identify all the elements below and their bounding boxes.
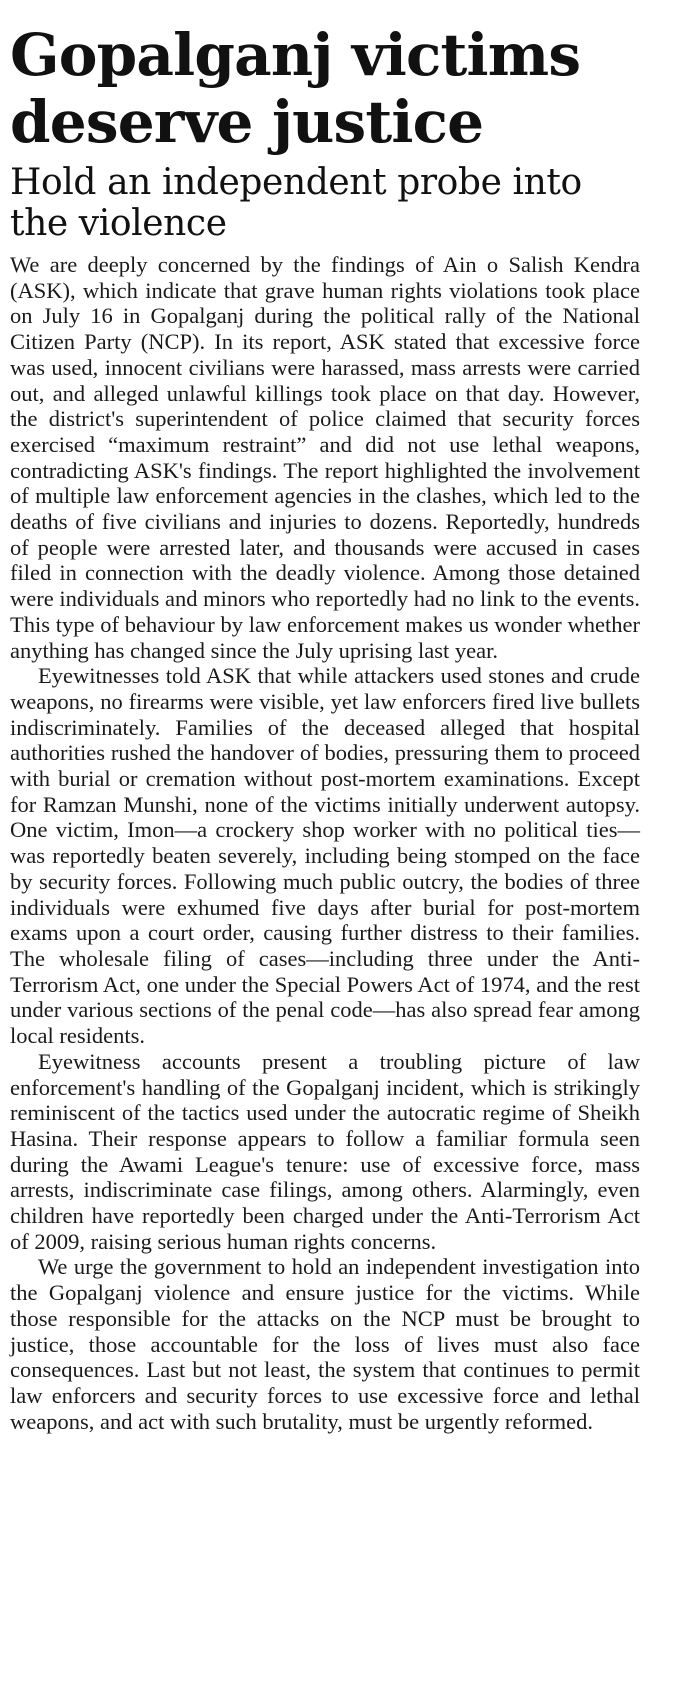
article-body [10,252,640,1434]
body-paragraph: Eyewitnesses told ASK that while attackers used stones and crude weapons, no firearms were visible, yet law enforcers fired live bullets indiscriminately. Families of the deceased alleged that hospital authorities rushed the handover of bodies, pressuring them to proceed with burial or cremation without post-mortem examinations. Except for Ramzan Munshi, none of the victims initially underwent autopsy. One victim, Imon—a crockery shop worker with no political ties—was reportedly beaten severely, including being stomped on the face by security forces. Following much public outcry, the bodies of three individuals were exhumed five days after burial for post-mortem exams upon a court order, causing further distress to their families. The wholesale filing of cases—including three under the Anti-Terrorism Act, one under the Special Powers Act of 1974, and the rest under various sections of the penal code—has also spread fear among local residents. [10,663,640,1049]
article-headline: Gopalganj victims deserve justice [10,21,581,156]
body-paragraph: We are deeply concerned by the findings of Ain o Salish Kendra (ASK), which indicate that grave human rights violations took place on July 16 in Gopalganj during the political rally of the National Citizen Party (NCP). In its report, ASK stated that excessive force was used, innocent civilians were harassed, mass arrests were carried out, and alleged unlawful killings took place on that day. However, the district's superintendent of police claimed that security forces exercised “maximum restraint” and did not use lethal weapons, contradicting ASK's findings. The report highlighted the involvement of multiple law enforcement agencies in the clashes, which led to the deaths of five civilians and injuries to dozens. Reportedly, hundreds of people were arrested later, and thousands were accused in cases filed in connection with the deadly violence. Among those detained were individuals and minors who reportedly had no link to the events. This type of behaviour by law enforcement makes us wonder whether anything has changed since the July uprising last year. [10,252,640,663]
article-subheadline: Hold an independent probe into the violence [10,162,582,244]
body-paragraph: Eyewitness accounts present a troubling picture of law enforcement's handling of the Gopalganj incident, which is strikingly reminiscent of the tactics used under the autocratic regime of Sheikh Hasina. Their response appears to follow a familiar formula seen during the Awami League's tenure: use of excessive force, mass arrests, indiscriminate case filings, among others. Alarmingly, even children have reportedly been charged under the Anti-Terrorism Act of 2009, raising serious human rights concerns. [10,1048,640,1254]
body-paragraph: We urge the government to hold an independent investigation into the Gopalganj violence and ensure justice for the victims. While those responsible for the attacks on the NCP must be brought to justice, those accountable for the loss of lives must also face consequences. Last but not least, the system that continues to permit law enforcers and security forces to use excessive force and lethal weapons, and act with such brutality, must be urgently reformed. [10,1254,640,1434]
editorial-article [10,0,640,1434]
